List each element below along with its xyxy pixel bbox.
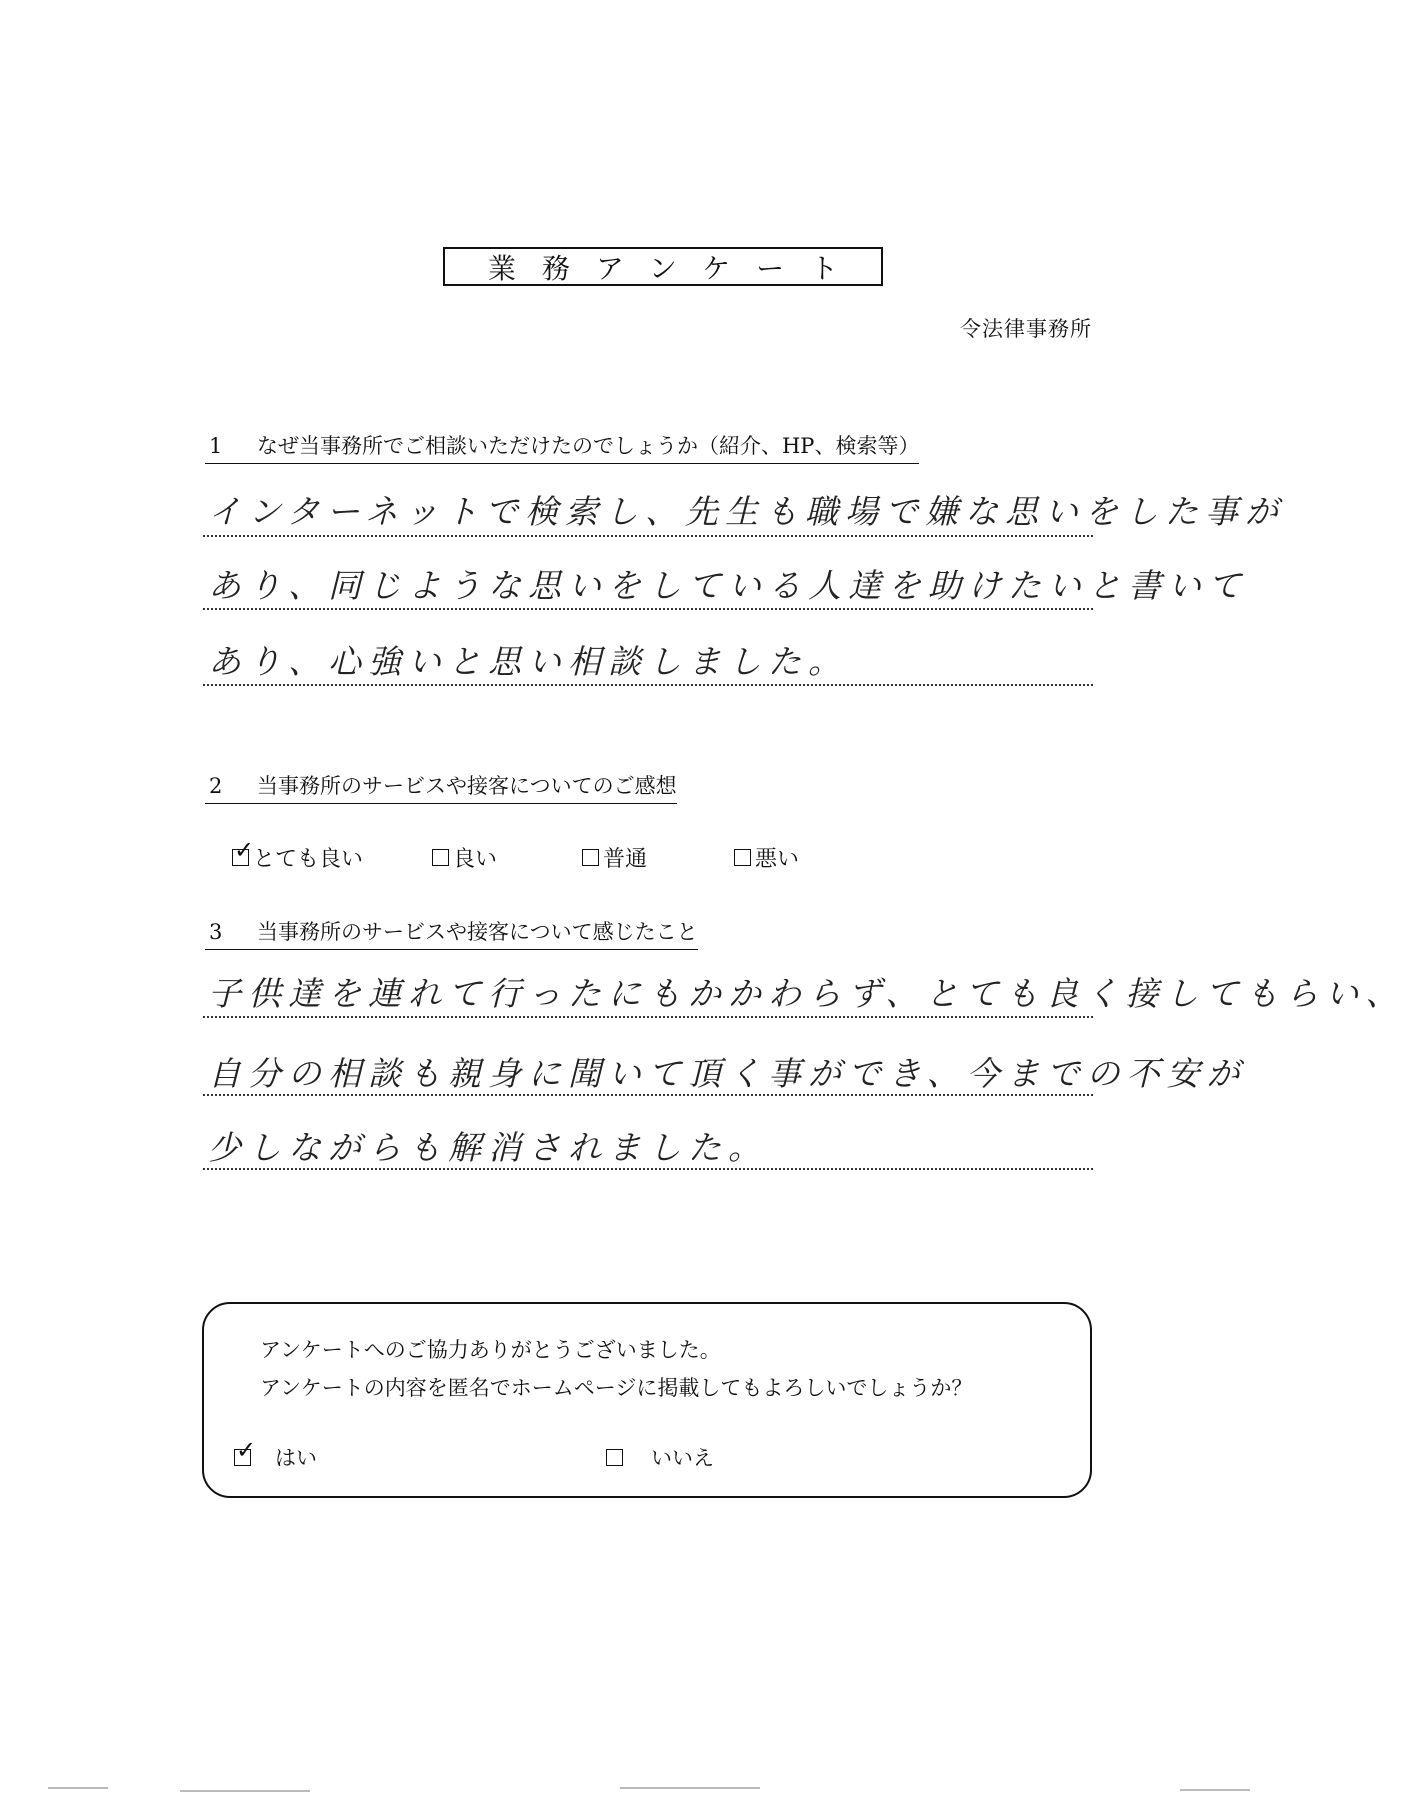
- checkbox-yes[interactable]: [234, 1435, 257, 1466]
- option-very-good-label: とても良い: [253, 847, 364, 872]
- q3-text: 当事務所のサービスや接客について感じたこと: [257, 920, 698, 944]
- q3-answer-line-2: 自分の相談も親身に聞いて頂く事ができ、今までの不安が: [208, 1054, 1247, 1093]
- q2-heading: [205, 770, 677, 804]
- q1-heading: [205, 430, 919, 464]
- q1-answer-line-3: あり、心強いと思い相談しました。: [208, 642, 848, 681]
- checkbox-bad[interactable]: [734, 849, 751, 866]
- q3-answer-line-1: 子供達を連れて行ったにもかかわらず、とても良く接してもらい、: [208, 974, 1405, 1013]
- q2-options: [232, 836, 932, 876]
- scan-artifact: [48, 1787, 108, 1789]
- check-mark-icon: ✓: [236, 1435, 257, 1464]
- q1-rule-1: [203, 535, 1093, 537]
- survey-title: 業務アンケート: [443, 247, 883, 286]
- q1-number: 1: [209, 434, 223, 458]
- consent-thanks: アンケートへのご協力ありがとうございました。: [260, 1338, 721, 1362]
- option-good[interactable]: [432, 842, 497, 873]
- scan-artifact: [620, 1787, 760, 1789]
- consent-no-label: いいえ: [651, 1446, 714, 1470]
- option-bad-label: 悪い: [755, 847, 800, 872]
- option-good-label: 良い: [453, 847, 498, 872]
- q1-rule-2: [203, 608, 1093, 610]
- option-average[interactable]: [582, 842, 647, 873]
- q3-answer-line-3: 少しながらも解消されました。: [208, 1128, 768, 1167]
- q2-text: 当事務所のサービスや接客についてのご感想: [257, 774, 677, 798]
- q1-answer-line-2: あり、同じような思いをしている人達を助けたいと書いて: [208, 566, 1248, 605]
- q1-answer-line-1: インターネットで検索し、先生も職場で嫌な思いをした事が: [208, 492, 1286, 531]
- office-name: 令法律事務所: [960, 317, 1092, 341]
- consent-box: [202, 1302, 1092, 1498]
- checkbox-no[interactable]: [606, 1449, 623, 1466]
- scan-artifact: [180, 1790, 310, 1792]
- consent-question: アンケートの内容を匿名でホームページに掲載してもよろしいでしょうか？: [260, 1376, 973, 1400]
- consent-yes-label: はい: [275, 1446, 317, 1470]
- q1-rule-3: [203, 684, 1093, 686]
- checkbox-good[interactable]: [432, 849, 449, 866]
- option-bad[interactable]: [734, 842, 799, 873]
- option-average-label: 普通: [603, 847, 648, 872]
- q3-heading: [205, 916, 698, 950]
- consent-no-option[interactable]: [606, 1442, 714, 1472]
- check-mark-icon: ✓: [234, 836, 255, 864]
- consent-yes-option[interactable]: [234, 1435, 317, 1472]
- q1-text: なぜ当事務所でご相談いただけたのでしょうか（紹介、HP、検索等）: [257, 434, 920, 458]
- checkbox-average[interactable]: [582, 849, 599, 866]
- q3-number: 3: [209, 920, 223, 944]
- q3-rule-1: [203, 1016, 1093, 1018]
- q3-rule-2: [203, 1094, 1093, 1096]
- option-very-good[interactable]: [232, 836, 364, 873]
- scan-artifact: [1180, 1789, 1250, 1791]
- checkbox-very-good[interactable]: [232, 836, 255, 866]
- q3-rule-3: [203, 1168, 1093, 1170]
- q2-number: 2: [209, 774, 223, 798]
